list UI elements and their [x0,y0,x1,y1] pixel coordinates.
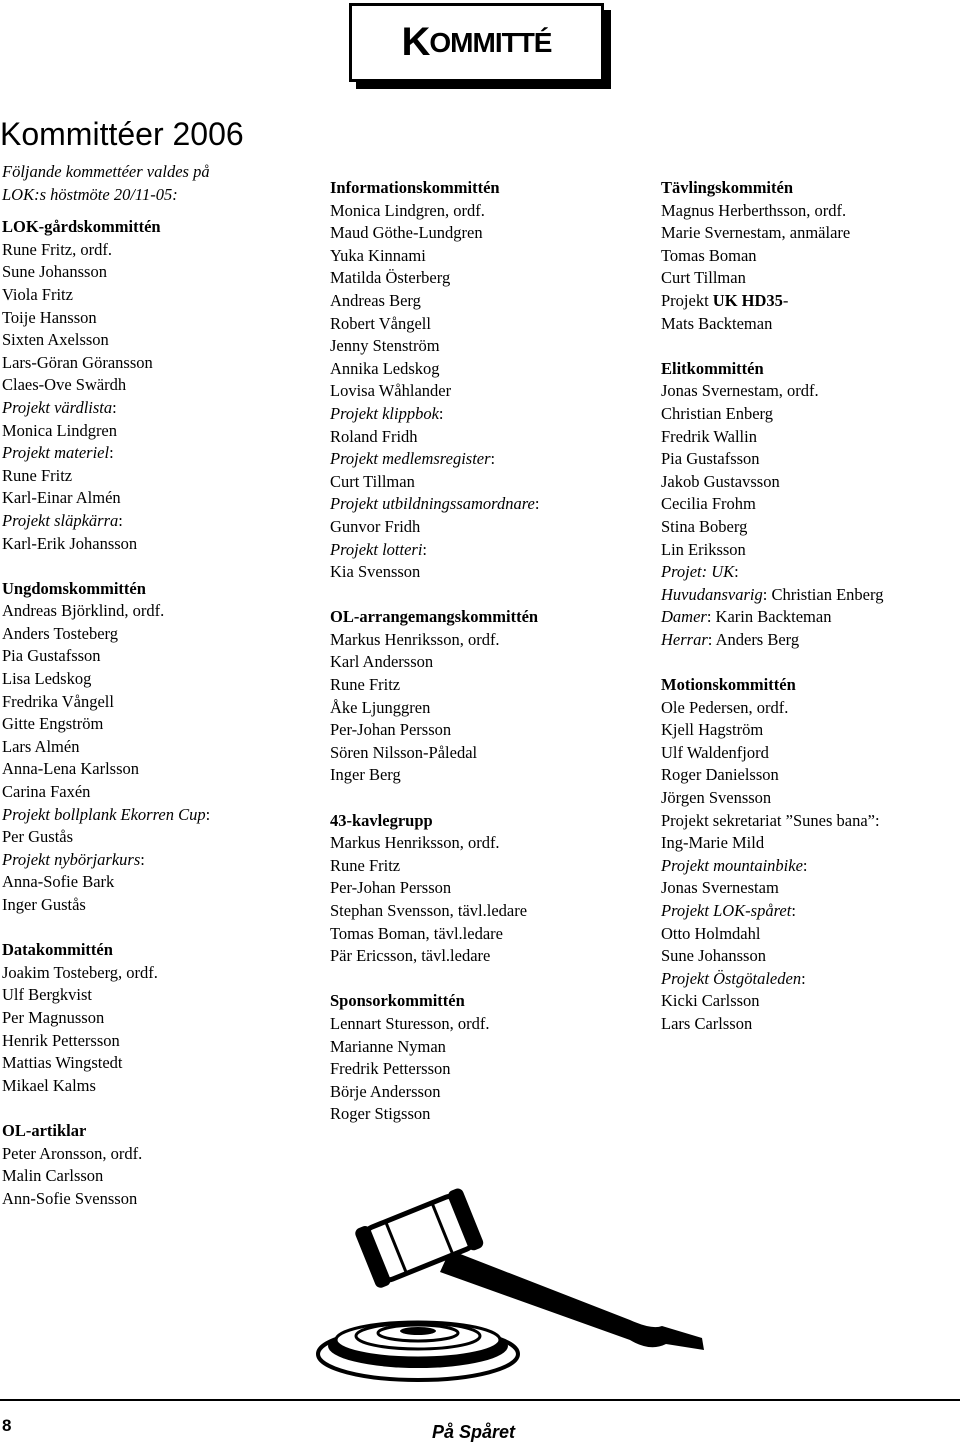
member: Kicki Carlsson [661,991,760,1011]
project-line: Projekt Östgötaleden: [661,968,806,988]
member: Monica Lindgren [2,420,118,440]
ungdom-heading: Ungdomskommittén [2,578,146,598]
member: Tomas Boman, tävl.ledare [330,923,503,943]
member: Christian Enberg [661,403,773,423]
project-label: Projekt bollplank Ekorren Cup [2,804,206,824]
member: Sixten Axelsson [2,330,109,350]
project-label: Projekt släpkärra [2,510,119,530]
project-label: Projekt medlemsregister [330,449,491,469]
magazine-name: På Spåret [432,1422,516,1442]
project-line: Projekt lotteri: [330,539,428,559]
member: Åke Ljunggren [330,697,431,717]
project-line: Projekt materiel: [2,443,114,463]
member: Ulf Waldenfjord [661,742,769,762]
member: Lisa Ledskog [2,669,92,689]
member: Ann-Sofie Svensson [2,1188,138,1208]
member: Marianne Nyman [330,1036,446,1056]
member: Sune Johansson [661,946,766,966]
member: Toije Hansson [2,307,97,327]
role-line: Damer: Karin Backteman [661,607,832,627]
member: Jörgen Svensson [661,788,772,808]
member: Otto Holmdahl [661,923,761,943]
member: Sören Nilsson-Påledal [330,742,478,762]
member: Mats Backteman [661,313,773,333]
intro-line: LOK:s höstmöte 20/11-05: [2,184,178,204]
member: Sune Johansson [2,262,107,282]
member: Markus Henriksson, ordf. [330,833,500,853]
project-label: Projekt lotteri [330,539,423,559]
member: Roger Danielsson [661,765,779,785]
project-line: Projekt släpkärra: [2,510,123,530]
role-label: Damer [661,607,707,627]
member: Per Magnusson [2,1007,105,1027]
project-label: Projekt klippbok [330,403,439,423]
gavel-icon [300,1180,720,1390]
member: Per-Johan Persson [330,720,452,740]
member: Henrik Pettersson [2,1030,120,1050]
column-middle [330,177,650,1126]
info-heading: Informationskommittén [330,178,500,197]
project-label: Projekt LOK-spåret [661,901,792,920]
member: Andreas Björklind, ordf. [2,601,165,621]
member: Cecilia Frohm [661,494,756,514]
member: Fredrik Pettersson [330,1059,451,1079]
member: Jenny Stenström [330,336,440,356]
motion-heading: Motionskommittén [661,675,796,695]
member: Börje Andersson [330,1081,441,1101]
role-person: Anders Berg [715,629,800,649]
member: Yuka Kinnami [330,245,426,265]
member: Karl-Einar Almén [2,488,121,508]
member: Lennart Sturesson, ordf. [330,1013,490,1033]
project-label: Projekt mountainbike [661,855,803,875]
project-line: Projet: UK: [661,562,739,582]
member: Kia Svensson [330,562,421,582]
member: Annika Ledskog [330,358,440,378]
data-heading: Datakommittén [2,940,113,960]
member: Lovisa Wåhlander [330,381,452,401]
role-label: Huvudansvarig [661,584,763,604]
tavling-heading: Tävlingskommitén [661,178,794,197]
project-line: Projekt värdlista: [2,397,117,417]
member: Mikael Kalms [2,1075,96,1095]
member: Monica Lindgren, ordf. [330,200,485,220]
member: Pär Ericsson, tävl.ledare [330,946,491,966]
project-suffix: - [782,290,789,310]
member: Jonas Svernestam [661,878,779,898]
member: Mattias Wingstedt [2,1053,123,1073]
member: Rune Fritz, ordf. [2,239,112,259]
column-left [2,161,322,1210]
member: Curt Tillman [661,268,746,288]
member: Anna-Sofie Bark [2,872,115,892]
member: Carina Faxén [2,782,91,802]
member: Peter Aronsson, ordf. [2,1143,143,1163]
olartiklar-heading: OL-artiklar [2,1120,87,1140]
header-title-initial: K [401,20,430,64]
role-person: Christian Enberg [771,584,884,604]
member: Marie Svernestam, anmälare [661,223,851,243]
member: Anna-Lena Karlsson [2,759,139,779]
member: Fredrik Wallin [661,426,757,446]
member: Tomas Boman [661,245,757,265]
member: Rune Fritz [330,855,401,875]
member: Markus Henriksson, ordf. [330,629,500,649]
project-line: Projekt bollplank Ekorren Cup: [2,804,211,824]
member: Jakob Gustavsson [661,471,780,491]
project-line: Projekt LOK-spåret: [661,901,796,920]
member: Anders Tosteberg [2,623,119,643]
member: Inger Berg [330,765,401,785]
project-label: Projekt Östgötaleden [661,968,802,988]
intro-line: Följande kommettéer valdes på [2,162,210,181]
member: Inger Gustås [2,895,86,914]
member: Pia Gustafsson [2,646,101,666]
member: Jonas Svernestam, ordf. [661,381,819,401]
project-line: Projekt sekretariat ”Sunes bana”: [661,810,880,830]
page-header-box [349,3,604,82]
member: Rune Fritz [2,465,73,485]
role-person: Karin Backteman [715,607,832,627]
member: Maud Göthe-Lundgren [330,223,483,243]
footer-rule [0,1399,960,1401]
project-prefix: Projekt [661,290,713,310]
member: Lin Eriksson [661,539,746,559]
project-label: Projet: UK [661,562,735,582]
project-line [661,290,951,313]
kavle-heading: 43-kavlegrupp [330,810,433,830]
gavel-block [318,1322,518,1380]
member: Per Gustås [2,827,74,847]
member: Per-Johan Persson [330,878,452,898]
elit-heading: Elitkommittén [661,358,764,378]
sponsor-heading: Sponsorkommittén [330,991,465,1011]
member: Stephan Svensson, tävl.ledare [330,901,528,920]
column-right [661,177,951,1036]
member: Joakim Tosteberg, ordf. [2,962,158,982]
member: Roland Fridh [330,426,418,446]
member: Roger Stigsson [330,1104,431,1124]
member: Ing-Marie Mild [661,833,765,853]
member: Ole Pedersen, ordf. [661,697,789,717]
project-line: Projekt utbildningssamordnare: [330,494,540,514]
member: Rune Fritz [330,675,401,695]
role-line: Huvudansvarig: Christian Enberg [661,584,884,604]
member: Gunvor Fridh [330,516,421,536]
project-label: Projekt nybörjarkurs [2,849,141,869]
member: Fredrika Vångell [2,691,114,711]
member: Matilda Österberg [330,268,451,288]
project-label: Projekt materiel [2,443,110,463]
member: Stina Boberg [661,516,748,536]
member: Magnus Herberthsson, ordf. [661,200,847,220]
member: Lars Almén [2,736,80,756]
project-line: Projekt medlemsregister: [330,449,496,469]
member: Ulf Bergkvist [2,985,92,1005]
member: Viola Fritz [2,284,73,304]
main-title: Kommittéer 2006 [0,116,244,152]
member: Claes-Ove Swärdh [2,375,127,395]
page-number: 8 [2,1416,12,1435]
member: Curt Tillman [330,471,415,491]
member: Karl Andersson [330,652,434,672]
member: Robert Vångell [330,313,431,333]
member: Lars-Göran Göransson [2,352,153,372]
project-line: Projekt klippbok: [330,403,444,423]
project-label: Projekt utbildningssamordnare [330,494,535,514]
olarr-heading: OL-arrangemangskommittén [330,607,539,627]
project-label: Projekt värdlista [2,397,113,417]
header-title-rest: OMMITTÉ [429,26,552,58]
member: Karl-Erik Johansson [2,533,138,553]
lokgard-heading: LOK-gårdskommittén [2,217,161,237]
project-line: Projekt mountainbike: [661,855,808,875]
member: Andreas Berg [330,290,421,310]
project-line: Projekt nybörjarkurs: [2,849,145,869]
role-label: Herrar [661,629,708,649]
project-label: UK HD35 [712,290,783,310]
member: Pia Gustafsson [661,449,760,469]
member: Lars Carlsson [661,1013,753,1033]
member: Malin Carlsson [2,1166,104,1186]
role-line: Herrar: Anders Berg [661,629,800,649]
member: Gitte Engström [2,714,104,734]
member: Kjell Hagström [661,720,764,740]
